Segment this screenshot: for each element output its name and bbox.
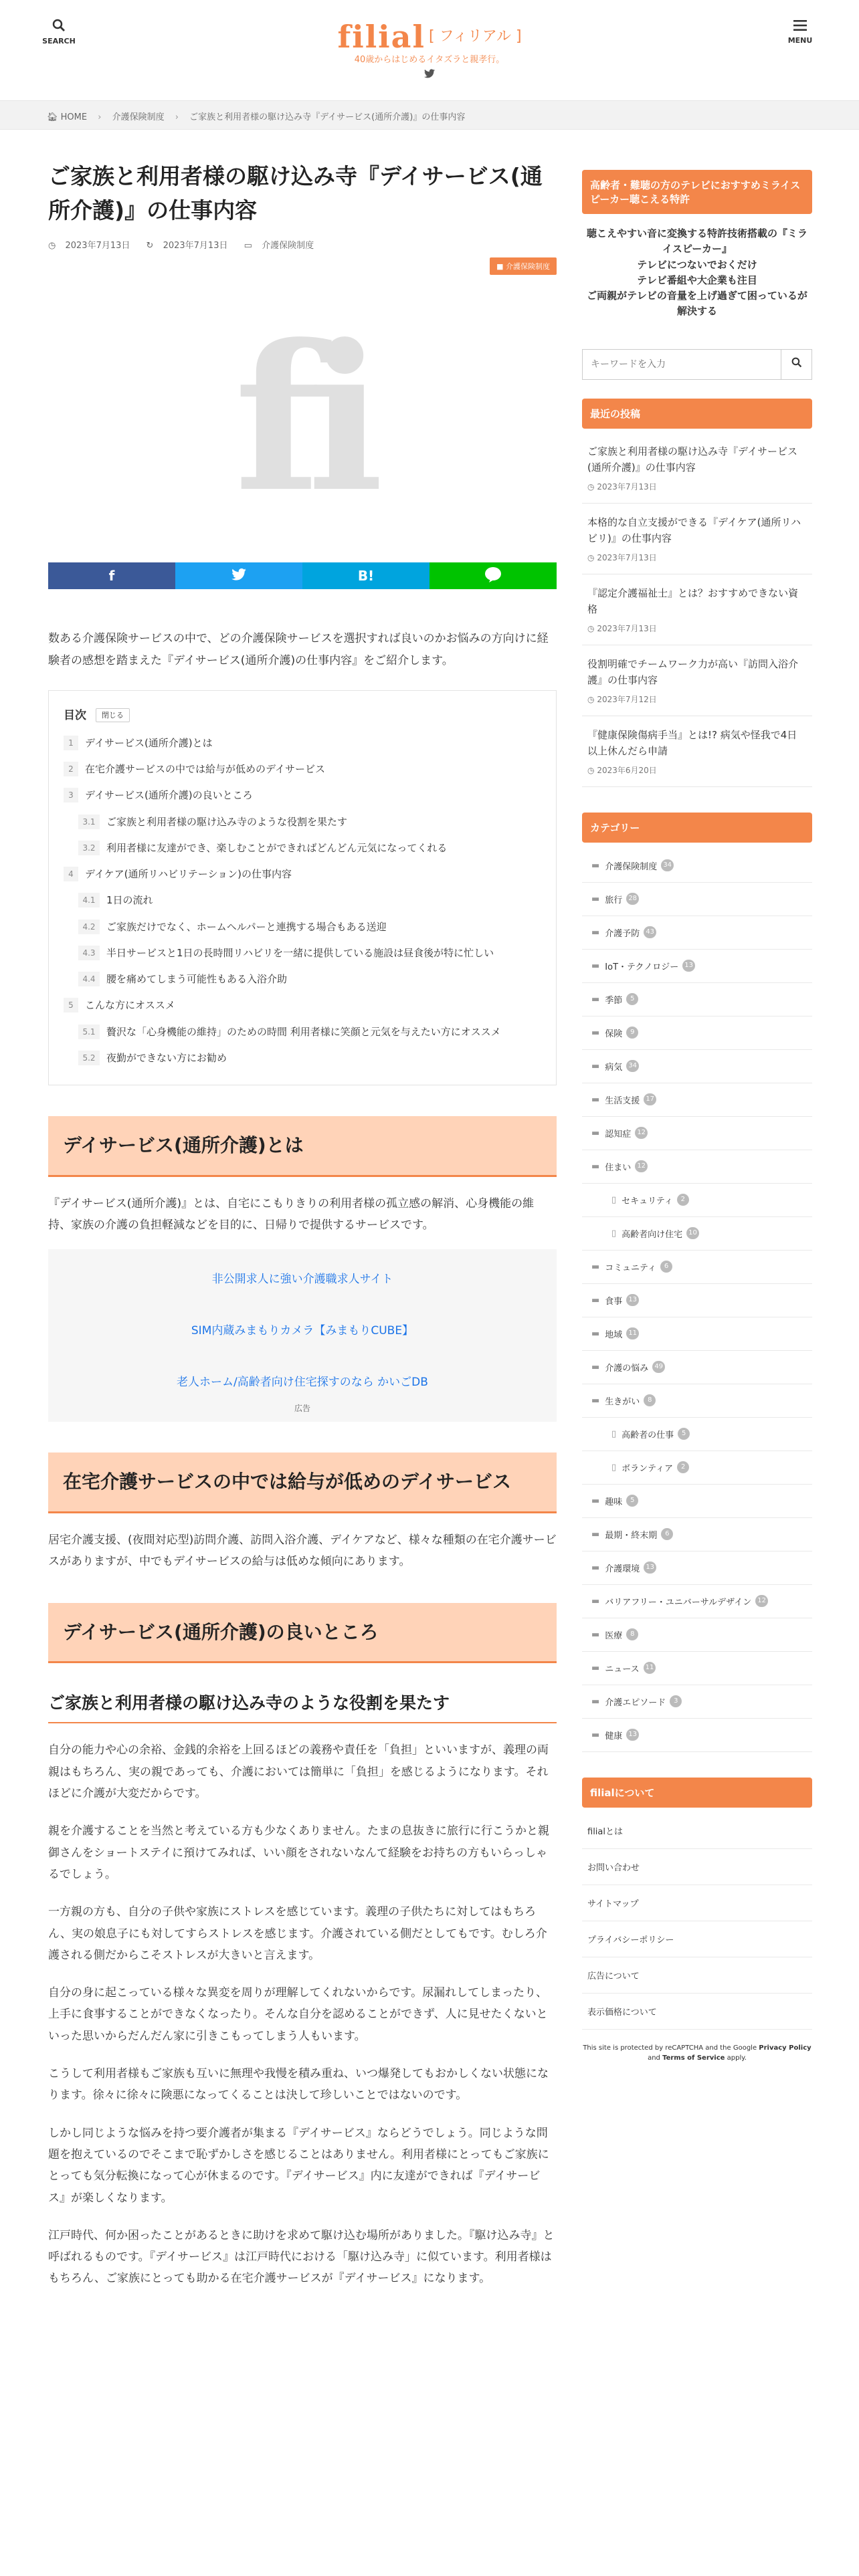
recent-post-title: 『健康保険傷病手当』とは!? 病気や怪我で4日以上休んだら申請 [587,728,797,757]
chevron-right-icon: › [98,112,102,122]
category-name: 食事 [605,1296,623,1307]
recent-post-date: 2023年7月12日 [597,694,657,704]
category-item[interactable] [582,1451,812,1485]
menu-button[interactable] [780,19,820,45]
recaptcha-text: apply. [727,2054,747,2062]
file-icon: ▯ [611,1462,617,1473]
toc-number: 5.1 [78,1025,100,1039]
category-item[interactable] [582,1184,812,1217]
toc-toggle-button[interactable]: 閉じる [96,708,130,722]
twitter-share-button[interactable] [175,562,302,589]
recent-post-date: 2023年7月13日 [597,481,657,492]
toc-label: 1日の流れ [106,894,153,907]
about-link[interactable]: 表示価格について [582,1994,812,2030]
category-item[interactable] [582,1117,812,1150]
ad-label: 広告 [294,1404,310,1414]
section-text: 江戸時代、何か困ったことがあるときに助けを求めて駆け込む場所がありました。『駆け込み寺』と呼ばれるものです。『デイサービス』は江戸時代における「駆け込み寺」に似ています。利用者様はもちろん、ご家族にとっても助かる在宅介護サービスが『デイサービス』になります。 [48,2228,555,2286]
toc-item[interactable] [64,835,541,861]
share-buttons [48,562,557,589]
category-name: 介護予防 [605,928,640,939]
category-item[interactable] [582,1418,812,1451]
category-count: 13 [682,960,695,972]
section-text: 自分の身に起こっている様々な異変を周りが理解してくれないからです。尿漏れしてしまったり、上手に食事することができなくなったり。そんな自分を認めることができず、人に見せたくないといった思いからだんだん家に引きこもってしまう人もいます。 [48,1986,548,2043]
category-item[interactable] [582,1652,812,1685]
recent-post-date: 2023年6月20日 [597,765,657,775]
folder-icon: ▬ [591,1495,600,1506]
category-name: バリアフリー・ユニバーサルデザイン [605,1597,752,1608]
toc-label: 利用者様に友達ができ、楽しむことができればどんどん元気になってくれる [106,841,448,854]
category-count: 9 [626,1027,638,1039]
twitter-icon[interactable] [0,68,859,81]
folder-icon: ▬ [591,1027,600,1038]
category-item[interactable] [582,1485,812,1518]
about-link[interactable]: プライバシーポリシー [582,1921,812,1957]
clock-icon: ◷ [587,552,595,562]
folder-icon: ▬ [591,893,600,904]
category-item[interactable] [582,1685,812,1719]
toc-item[interactable] [64,992,541,1018]
folder-icon: ▬ [591,1295,600,1305]
category-name: ニュース [605,1664,640,1675]
toc-item[interactable] [64,914,541,940]
toc-number: 3.2 [78,841,100,855]
search-input[interactable] [582,349,781,380]
speaker-ad[interactable] [582,226,812,320]
folder-icon: ▬ [591,1395,600,1406]
category-item[interactable] [582,883,812,916]
category-name: 病気 [605,1062,623,1073]
subsection-heading: ご家族と利用者様の駆け込み寺のような役割を果たす [48,1690,557,1723]
folder-icon: ▬ [591,1596,600,1606]
category-count: 5 [678,1428,690,1440]
site-header [0,0,859,100]
folder-icon: ▬ [591,1261,600,1272]
recent-post-item[interactable] [582,504,812,574]
category-count: 5 [626,993,638,1005]
chevron-right-icon: › [175,112,179,122]
section-text: 親を介護することを当然と考えている方も少なくありません。たまの息抜きに旅行に行こうかと親御さんをショートステイに預けてみれば、いい顔をされないなんて経験をお持ちの方もいらっしゃるでしょう。 [48,1824,550,1881]
category-item[interactable] [582,1317,812,1351]
category-item[interactable] [582,983,812,1016]
site-logo[interactable] [0,19,859,65]
section-text: しかし同じような悩みを持つ要介護者が集まる『デイサービス』ならどうでしょう。同じような問題を抱えているのでそこまで恥ずかしさを感じることはありません。利用者様にとってもご家族にとっても気分転換になって心が休まるのです。『デイサービス』内に友達ができれば『デイサービス』が楽しくなります。 [48,2126,549,2205]
category-item[interactable] [582,849,812,883]
category-name: 住まい [605,1162,632,1173]
clock-icon: ◷ [48,241,56,251]
intro-text: 数ある介護保険サービスの中で、どの介護保険サービスを選択すれば良いのかお悩みの方向けに経験者の感想を踏まえた『デイサービス(通所介護)の仕事内容』をご紹介します。 [48,632,549,667]
category-name: 介護保険制度 [605,861,658,872]
category-name: IoT・テクノロジー [605,962,679,972]
toc-label: 腰を痛めてしまう可能性もある入浴介助 [106,973,288,986]
twitter-icon [231,568,246,584]
breadcrumb-home[interactable]: HOME [60,112,88,122]
recent-post-item[interactable] [582,645,812,716]
toc-item[interactable] [64,1019,541,1045]
sidebar [582,170,812,2063]
toc-item[interactable] [64,940,541,966]
category-name: 最期・終末期 [605,1530,658,1541]
toc-item[interactable] [64,861,541,887]
toc-label: ご家族と利用者様の駆け込み寺のような役割を果たす [106,815,348,828]
file-icon: ▯ [611,1194,617,1205]
category-count: 13 [626,1294,639,1306]
breadcrumb-category[interactable]: 介護保険制度 [112,112,165,122]
toc-label: 贅沢な「心身機能の維持」のための時間 利用者様に笑顔と元気を与えたい方にオススメ [106,1025,501,1038]
ad-box [48,1249,557,1422]
post-meta [48,238,557,251]
facebook-share-button[interactable] [48,562,175,589]
table-of-contents [48,690,557,1085]
line-icon [484,566,502,586]
toc-number: 4.3 [78,946,100,960]
folder-icon: ▬ [591,1161,600,1172]
sidebar-search [582,349,812,380]
category-item[interactable] [582,1284,812,1317]
clock-icon: ◷ [587,623,595,633]
clock-icon: ◷ [587,765,595,775]
search-icon [791,357,802,371]
logo-tagline: 40歳からはじめるイタズラと親孝行。 [354,55,505,65]
breadcrumb [0,100,859,130]
file-icon: ▯ [611,1228,617,1239]
recaptcha-text: and [648,2054,660,2062]
speaker-line: 聴こえやすい音に変換する特許技術搭載の『ミライスピーカー』 [586,227,807,255]
category-item[interactable] [582,1551,812,1585]
category-name: 介護環境 [605,1564,640,1574]
folder-icon: ▬ [591,1696,600,1707]
about-title: filialについて [582,1778,812,1808]
category-count: 2 [677,1194,689,1206]
recent-post-title: 本格的な自立支援ができる『デイケア(通所リハビリ)』の仕事内容 [587,516,801,544]
hatena-icon: B! [357,568,375,584]
toc-item[interactable] [64,782,541,809]
toc-label: デイケア(通所リハビリテーション)の仕事内容 [85,868,292,881]
category-count: 13 [626,1729,639,1741]
toc-label: 半日サービスと1日の長時間リハビリを一緒に提供している施設は昼食後が特に忙しい [106,946,494,959]
search-label: SEARCH [42,37,76,45]
folder-icon: ▬ [591,994,600,1004]
logo-ruby: [ フィリアル ] [429,28,522,45]
page-title: ご家族と利用者様の駆け込み寺『デイサービス(通所介護)』の仕事内容 [48,163,543,224]
toc-item[interactable] [64,730,541,756]
toc-number: 1 [64,736,78,750]
recent-post-item[interactable] [582,716,812,787]
toc-title: 目次 [64,708,86,722]
refresh-icon: ↻ [146,241,154,251]
recent-post-date: 2023年7月13日 [597,552,657,562]
folder-icon: ▬ [591,927,600,938]
speaker-widget-title: 高齢者・難聴の方のテレビにおすすめミライスピーカー聴こえる特許 [582,170,812,214]
section-text: こうして利用者様もご家族も互いに無理や我慢を積み重ね、いつ爆発してもおかしくない状態になります。徐々に徐々に険悪になってくることは決して珍しいことではないのです。 [48,2067,549,2103]
category-item[interactable] [582,1719,812,1752]
toc-number: 5 [64,998,78,1012]
category-name: 地域 [605,1329,623,1340]
facebook-icon: f [108,568,115,584]
recent-post-title: ご家族と利用者様の駆け込み寺『デイサービス(通所介護)』の仕事内容 [587,445,797,473]
category-name: 高齢者の仕事 [622,1430,674,1440]
category-name: 生きがい [605,1396,640,1407]
post-category-link[interactable]: 介護保険制度 [262,241,314,251]
folder-icon: ▭ [244,241,252,251]
toc-label: デイサービス(通所介護)の良いところ [85,789,253,802]
recaptcha-text: This site is protected by reCAPTCHA and the Google [583,2044,757,2052]
recent-posts-title: 最近の投稿 [582,399,812,429]
category-item[interactable] [582,950,812,983]
section-text: 自分の能力や心の余裕、金銭的余裕を上回るほどの義務や責任を「負担」といいますが、義理の両親はもちろん、実の親であっても、介護においては簡単に「負担」を感じるようになります。それほどに介護が大変だからです。 [48,1743,549,1801]
category-name: 生活支援 [605,1095,640,1106]
about-link[interactable]: filialとは [582,1813,812,1849]
line-share-button[interactable] [430,562,557,589]
recent-post-item[interactable] [582,574,812,645]
category-count: 2 [677,1461,689,1473]
eyecatch-logo: fi [234,300,371,537]
recent-post-date: 2023年7月13日 [597,623,657,633]
toc-item[interactable] [64,966,541,992]
about-link[interactable]: お問い合わせ [582,1849,812,1885]
folder-icon: ▬ [591,960,600,971]
ad-link[interactable]: SIM内蔵みまもりカメラ【みまもりCUBE】 [191,1324,414,1338]
recaptcha-notice [582,2043,812,2063]
hamburger-icon [780,19,820,36]
category-count: 34 [661,859,674,871]
recent-post-item[interactable] [582,433,812,504]
toc-number: 2 [64,762,78,776]
category-count: 3 [670,1695,682,1707]
category-item[interactable] [582,1518,812,1551]
ad-link[interactable]: 非公開求人に強い介護職求人サイト [211,1273,393,1287]
recent-post-title: 役割明確でチームワーク力が高い『訪問入浴介護』の仕事内容 [587,657,799,686]
category-count: 12 [635,1160,648,1172]
folder-icon: ▬ [591,1629,600,1640]
category-item[interactable] [582,1251,812,1284]
folder-icon: ▬ [591,1529,600,1539]
category-name: 旅行 [605,895,623,905]
category-count: 49 [652,1361,665,1373]
section-heading: デイサービス(通所介護)とは [48,1116,557,1176]
category-name: 介護の悩み [605,1363,649,1374]
category-name: 保険 [605,1029,623,1039]
recent-post-title: 『認定介護福祉士』とは？おすすめできない資格 [587,586,799,615]
category-count: 17 [644,1093,656,1105]
toc-number: 4.2 [78,920,100,934]
category-count: 6 [661,1528,673,1540]
category-item[interactable] [582,1083,812,1117]
hatena-share-button[interactable] [302,562,430,589]
eyecatch-image [48,275,557,562]
category-name: 介護エピソード [605,1697,666,1708]
file-icon: ▯ [611,1428,617,1439]
folder-icon: ▬ [591,860,600,871]
folder-icon: ▬ [591,1362,600,1372]
toc-label: 夜勤ができない方にお勧め [106,1051,227,1064]
category-count: 11 [644,1662,656,1674]
toc-number: 4 [64,867,78,881]
updated-date: 2023年7月13日 [163,241,228,251]
category-name: 医療 [605,1630,623,1641]
category-name: ボランティア [622,1463,674,1474]
toc-label: デイサービス(通所介護)とは [85,736,213,749]
category-name: 健康 [605,1731,623,1741]
privacy-policy-link[interactable]: Privacy Policy [759,2044,812,2052]
breadcrumb-current: ご家族と利用者様の駆け込み寺『デイサービス(通所介護)』の仕事内容 [189,112,466,122]
category-count: 6 [660,1261,672,1273]
logo-main: filial [337,19,425,55]
menu-label: MENU [787,36,813,45]
section-heading: デイサービス(通所介護)の良いところ [48,1603,557,1663]
category-name: 趣味 [605,1497,623,1507]
speaker-line: テレビにつないでおくだけ [637,258,757,271]
category-item[interactable] [582,1016,812,1050]
category-name: 認知症 [605,1129,632,1140]
toc-number: 4.4 [78,972,100,986]
section-text: 『デイサービス(通所介護)』とは、自宅にこもりきりの利用者様の孤立感の解消、心身機能の維持、家族の介護の負担軽減などを目的に、日帰りで提供するサービスです。 [48,1196,535,1232]
folder-icon: ▬ [591,1328,600,1339]
toc-item[interactable] [64,809,541,835]
section-heading: 在宅介護サービスの中では給与が低めのデイサービス [48,1453,557,1513]
speaker-line: ご両親がテレビの音量を上げ過ぎて困っているが解決する [587,290,807,318]
folder-icon: ▬ [591,1128,600,1138]
category-count: 11 [626,1327,639,1339]
section-text: 一方親の方も、自分の子供や家族にストレスを感じています。義理の子供たちに対してはもちろん、実の娘息子にも対してすらストレスを感じます。介護されている側だとしてもです。むしろ介護される側だからこそストレスが大きいと言えます。 [48,1905,547,1962]
speaker-line: テレビ番組や大企業も注目 [637,274,757,286]
category-count: 8 [626,1628,638,1640]
toc-number: 4.1 [78,893,100,907]
category-name: 季節 [605,995,623,1006]
section-text: 居宅介護支援、(夜間対応型)訪問介護、訪問入浴介護、デイケアなど、様々な種類の在宅介護サービスがありますが、中でもデイサービスの給与は低めな傾向にあります。 [48,1533,557,1568]
toc-label: こんな方にオススメ [85,999,175,1012]
clock-icon: ◷ [587,694,595,704]
clock-icon: ◷ [587,481,595,492]
folder-icon: ■ [496,262,504,272]
ad-link[interactable]: 老人ホーム/高齢者向け住宅探すのなら かいごDB [177,1376,428,1390]
toc-number: 3 [64,788,78,802]
category-count: 12 [755,1595,768,1607]
category-name: 高齢者向け住宅 [622,1229,683,1240]
category-name: コミュニティ [605,1263,656,1273]
toc-item[interactable] [64,1045,541,1071]
folder-icon: ▬ [591,1094,600,1105]
category-count: 8 [644,1394,656,1406]
category-item[interactable] [582,1050,812,1083]
toc-item[interactable] [64,887,541,914]
home-icon: 🏠︎ [47,112,58,122]
published-date: 2023年7月13日 [65,241,130,251]
category-count: 43 [644,926,656,938]
toc-label: ご家族だけでなく、ホームヘルパーと連携する場合もある送迎 [106,920,387,933]
search-submit-button[interactable] [781,349,812,380]
category-item[interactable] [582,1384,812,1418]
category-count: 12 [635,1127,648,1139]
category-count: 28 [626,893,639,905]
category-name: セキュリティ [622,1196,673,1206]
main-content [48,159,557,2290]
category-badge-label: 介護保険制度 [506,262,550,272]
category-item[interactable] [582,1618,812,1652]
category-item[interactable] [582,1351,812,1384]
toc-number: 5.2 [78,1051,100,1065]
categories-title: カテゴリー [582,813,812,843]
folder-icon: ▬ [591,1662,600,1673]
category-item[interactable] [582,1150,812,1184]
terms-link[interactable]: Terms of Service [662,2054,725,2062]
folder-icon: ▬ [591,1562,600,1573]
folder-icon: ▬ [591,1061,600,1071]
toc-number: 3.1 [78,815,100,829]
category-badge[interactable] [490,257,557,275]
category-item[interactable] [582,916,812,950]
category-count: 10 [686,1227,699,1239]
about-link[interactable]: 広告について [582,1957,812,1994]
toc-label: 在宅介護サービスの中では給与が低めのデイサービス [85,763,325,776]
category-item[interactable] [582,1585,812,1618]
category-count: 13 [644,1562,656,1574]
toc-item[interactable] [64,756,541,782]
category-count: 34 [626,1060,639,1072]
about-link[interactable]: サイトマップ [582,1885,812,1921]
category-item[interactable] [582,1217,812,1251]
category-count: 5 [626,1495,638,1507]
folder-icon: ▬ [591,1729,600,1740]
